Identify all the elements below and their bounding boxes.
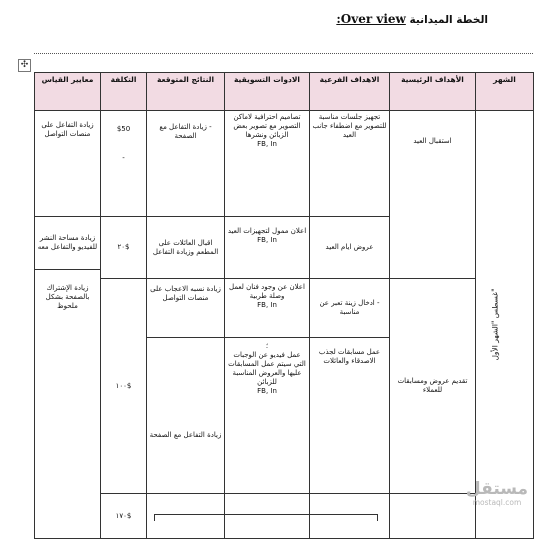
header-cost: التكلفة [101, 73, 147, 111]
marketing-tool-cell [225, 217, 310, 279]
cost-cell [101, 279, 147, 494]
cost-value: $50 [116, 125, 131, 133]
expected-result-cell [147, 338, 225, 494]
header-sub-goals: الاهداف الفرعية [310, 73, 390, 111]
sub-goal-cell [310, 338, 390, 494]
cost-cell [101, 111, 147, 217]
cost-cell [101, 217, 147, 279]
cost-value: $٢٠ [117, 243, 130, 251]
expected-result-cell [147, 217, 225, 279]
marketing-tool-platforms: FB, In [257, 140, 277, 148]
header-expected-results: النتائج المتوقعة [147, 73, 225, 111]
sub-goal-cell [310, 279, 390, 338]
marketing-tool-text: اعلان عن وجود فنان لعمل وصلة طربية [229, 283, 305, 300]
cost-dash: - [122, 154, 125, 162]
month-cell [476, 111, 534, 539]
expected-result-text: - زيادة التفاعل مع الصفحة [159, 123, 212, 140]
expected-result-text: زيادة التفاعل مع الصفحة [149, 430, 222, 439]
kpi-text: زيادة الإشتراك بالصفحة بشكل ملحوظ [45, 284, 90, 310]
main-goal-text: تقديم عروض ومسابقات للعملاء [397, 377, 468, 394]
table-move-handle-icon[interactable]: ✣ [18, 59, 31, 72]
expected-result-cell [147, 279, 225, 338]
table-top-border [34, 53, 533, 54]
marketing-tool-platforms: FB, In [257, 387, 277, 395]
expected-result-cell [147, 111, 225, 217]
plan-title-english: Over view: [336, 12, 406, 26]
kpi-text: زيادة التفاعل على منصات التواصل [41, 121, 94, 138]
sub-goal-text: عمل مسابقات لجذب الاصدقاء والعائلات [318, 348, 381, 365]
cost-value: $١٧٠ [115, 511, 132, 520]
sub-goal-text: تجهيز جلسات مناسبة للتصوير مع اضطفاء جانب العيد [312, 113, 387, 139]
sub-goal-text: - ادخال زينة تعبر عن مناسبة [319, 299, 380, 316]
next-table-row-edge [154, 514, 378, 521]
cost-cell [101, 494, 147, 539]
watermark [458, 480, 536, 507]
field-plan-table [34, 72, 534, 539]
header-marketing-tools: الادوات التسويقية [225, 73, 310, 111]
sub-goal-cell [310, 217, 390, 279]
watermark-logo: مستقل [465, 479, 529, 499]
expected-result-text: اقبال العائلات على المطعم وزيادة التفاعل [152, 238, 219, 256]
main-goal-text: استقبال العيد [413, 137, 452, 145]
plan-title-arabic: الخطة الميدانية [409, 14, 488, 26]
plan-title [318, 12, 488, 26]
table-row [35, 111, 534, 217]
sub-goal-text: عروض ايام العيد [325, 243, 374, 251]
kpi-cell [35, 217, 101, 270]
marketing-tool-mark: ؛ [265, 342, 269, 350]
marketing-tool-platforms: FB, In [257, 236, 277, 244]
table-row [35, 279, 534, 338]
marketing-tool-cell [225, 279, 310, 338]
header-kpi: معايير القياس [35, 73, 101, 111]
kpi-text: زيادة مساحة النشر للفيديو والتفاعل معه [37, 234, 98, 251]
header-row [35, 73, 534, 111]
main-goal-cell [390, 111, 476, 279]
marketing-tool-platforms: FB, In [257, 301, 277, 309]
expected-result-text: زيادة نسبه الاعجاب على منصات التواصل [150, 285, 221, 302]
marketing-tool-text: اعلان ممول لتجهيزات العيد [227, 227, 307, 235]
kpi-cell [35, 270, 101, 539]
sub-goal-cell [310, 111, 390, 217]
header-month: الشهر [476, 73, 534, 111]
marketing-tool-cell [225, 111, 310, 217]
cost-value: $١٠٠ [115, 381, 132, 390]
main-goal-cell [390, 279, 476, 494]
marketing-tool-cell [225, 338, 310, 494]
month-label: "غسطس "الشهر الأول [490, 287, 500, 361]
marketing-tool-text: عمل فيديو عن الوجبات التي سيتم عمل المسابقات عليها والعروض المناسبة للزبائن [228, 351, 306, 386]
header-main-goals: الأهداف الرئيسية [390, 73, 476, 111]
kpi-cell [35, 111, 101, 217]
watermark-url: mostaql.com [472, 498, 522, 507]
marketing-tool-text: تصاميم احترافية لاماكن التصوير مع تصوير بعض الزبائن ونشرها [233, 113, 301, 139]
